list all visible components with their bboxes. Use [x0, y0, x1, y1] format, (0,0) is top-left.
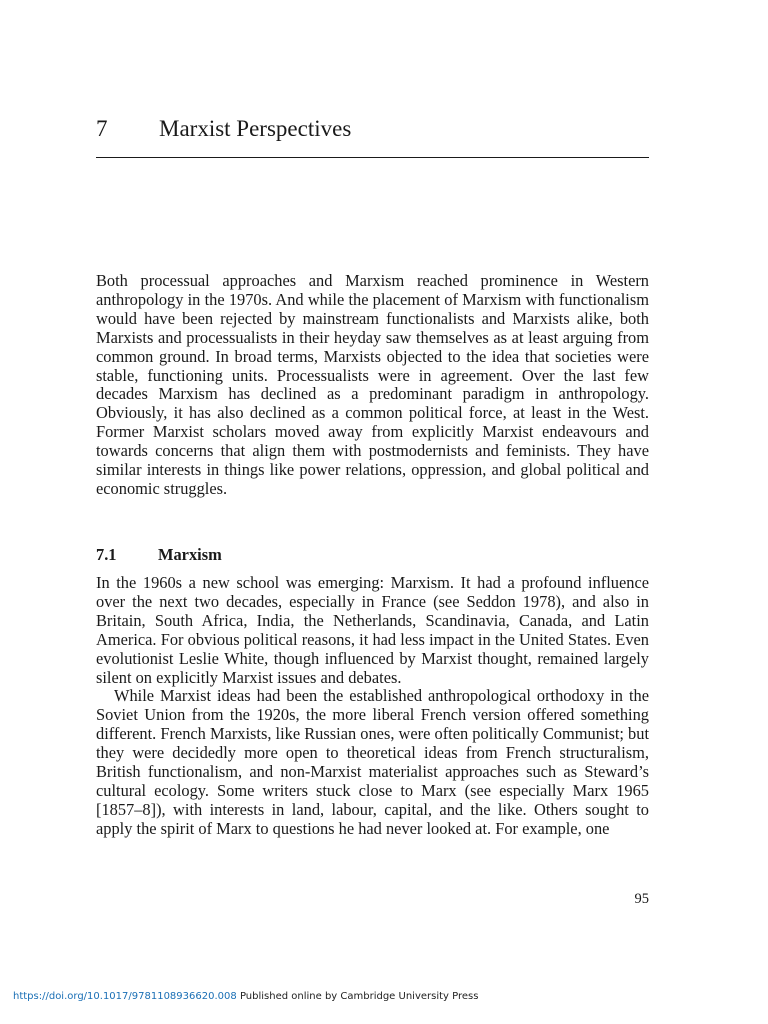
publisher-note: Published online by Cambridge University Press: [239, 991, 479, 1002]
intro-paragraph: Both processual approaches and Marxism reached prominence in Western anthropology in the 1970s. And while the placement of Marxism with functionalism would have been rejected by mainstream functionalists and Marxists alike, both Marxists and processualists in their heyday saw themselves as at least arguing from common ground. In broad terms, Marxists objected to the idea that societies were stable, functioning units. Processualists were in agreement. Over the last few decades Marxism has declined as a predominant paradigm in anthropology. Obviously, it has also declined as a common political force, at least in the West. Former Marxist scholars moved away from explicitly Marxist endeavours and towards concerns that align them with postmodernists and feminists. They have similar interests in things like power relations, oppression, and global political and economic struggles.: [96, 271, 649, 498]
page-number: 95: [634, 891, 649, 907]
section-paragraph: In the 1960s a new school was emerging: Marxism. It had a profound influence over the next two decades, especially in France (see Seddon 1978), and also in Britain, South Africa, India, the Netherlands, Scandinavia, Canada, and Latin America. For obvious political reasons, it had less impact in the United States. Even evolutionist Leslie White, though influenced by Marxist thought, remained largely silent on explicitly Marxist issues and debates.: [96, 573, 649, 687]
section-title: Marxism: [158, 545, 222, 564]
chapter-number: 7: [96, 116, 108, 141]
chapter-heading: [96, 114, 649, 144]
section-body: [96, 574, 649, 839]
footer: [13, 990, 478, 1004]
doi-link[interactable]: https://doi.org/10.1017/9781108936620.008: [13, 991, 237, 1002]
section-heading: [96, 545, 649, 565]
chapter-heading-rule: [96, 157, 649, 158]
section-paragraph: While Marxist ideas had been the established anthropological orthodoxy in the Soviet Union from the 1920s, the more liberal French version offered something different. French Marxists, like Russian ones, were often politically Communist; but they were decidedly more open to theoretical ideas from French structuralism, British functionalism, and non-Marxist materialist approaches such as Steward’s cultural ecology. Some writers stuck close to Marx (see especially Marx 1965 [1857–8]), with interests in land, labour, capital, and the like. Others sought to apply the spirit of Marx to questions he had never looked at. For example, one: [96, 686, 649, 838]
section-number: 7.1: [96, 545, 117, 564]
chapter-title: Marxist Perspectives: [159, 116, 352, 141]
